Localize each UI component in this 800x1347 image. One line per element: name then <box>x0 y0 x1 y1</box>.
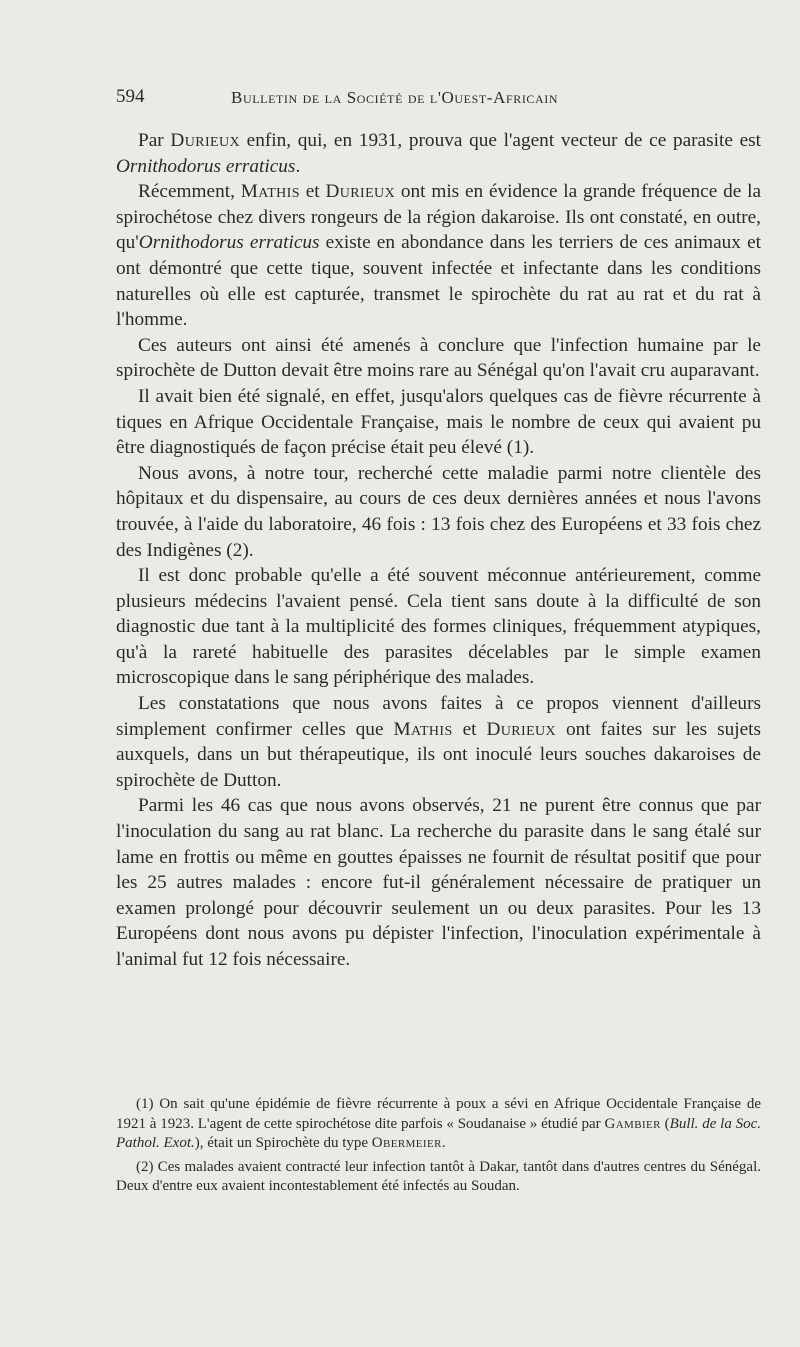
text-run: existe en abondance dans les terriers de ces animaux et ont démontré que cette tique, souvent infectée et infectante dans les conditions naturelles où elle est capturée, transmet le spirochète du rat au rat et du rat à l'homme. <box>116 232 762 331</box>
text-run: . <box>441 1135 446 1151</box>
author-name: Durieux <box>170 130 240 151</box>
text-run: ont faites sur les sujets auxquels, dans un but thérapeutique, ils ont inoculé leurs souches dakaroises de spirochète de Dutton. <box>116 718 761 791</box>
text-run: . <box>295 155 301 177</box>
paragraph-6: Il est donc probable qu'elle a été souvent méconnue antérieurement, comme plusieurs médecins l'avaient pensé. Cela tient sans doute à la difficulté de son diagnostic due tant à la multiplicité des formes cliniques, fréquemment atypiques, qu'à la rareté habituelle des parasites décelables par le simple examen microscopique dans le sang périphérique des malades. <box>116 565 761 689</box>
text-run: et <box>299 181 326 203</box>
footnote-2: (2) Ces malades avaient contracté leur infection tantôt à Dakar, tantôt dans d'autres centres du Sénégal. Deux d'entre eux avaient incontestablement été infectés au Soudan. <box>116 1158 761 1194</box>
author-name: Mathis <box>240 181 300 203</box>
paragraph-1 <box>116 128 761 179</box>
running-head <box>116 86 756 112</box>
author-name: Durieux <box>325 181 396 203</box>
paragraph-2 <box>116 179 761 333</box>
journal-title: Bulletin de la Société de l'Ouest-Africain <box>231 88 559 107</box>
author-name: Obermeier <box>371 1135 442 1151</box>
journal-citation: Bull. de la Soc. Pathol. Exot. <box>116 1115 762 1151</box>
species-name: Ornithodorus erraticus <box>138 232 320 254</box>
species-name: Ornithodorus erraticus <box>116 155 296 177</box>
text-run: (1) On sait qu'une épidémie de fièvre récurrente à poux a sévi en Afrique Occidentale Française de 1921 à 1923. L'agent de cette spirochétose dite parfois « Soudanaise » étudié par <box>116 1096 761 1132</box>
paragraph-5: Nous avons, à notre tour, recherché cette maladie parmi notre clientèle des hôpitaux et du dispensaire, au cours de ces deux dernières années et nous l'avons trouvée, à l'aide du laboratoire, 46 fois : 13 fois chez des Européens et 33 fois chez des Indigènes (2). <box>116 462 761 561</box>
author-name: Durieux <box>486 718 557 740</box>
paragraph-4: Il avait bien été signalé, en effet, jusqu'alors quelques cas de fièvre récurrente à tiques en Afrique Occidentale Française, mais le nombre de ceux qui avaient pu être diagnostiqués de façon précise était peu élevé (1). <box>116 385 761 459</box>
footnote-1 <box>116 1095 761 1154</box>
text-run: et <box>452 718 487 740</box>
main-text <box>116 128 761 973</box>
text-run: Par <box>138 130 171 151</box>
text-run: ont mis en évidence la grande fréquence de la spirochétose chez divers rongeurs de la région dakaroise. Ils ont constaté, en outre, qu' <box>116 181 761 254</box>
footnotes <box>116 1095 761 1197</box>
text-run: ( <box>660 1115 670 1132</box>
text-run: ), était un Spirochète du type <box>194 1135 372 1151</box>
paragraph-8: Parmi les 46 cas que nous avons observés, 21 ne purent être connus que par l'inoculation du sang au rat blanc. La recherche du parasite dans le sang étalé sur lame en frottis ou même en gouttes épaisses ne fournit de résultat positif que pour les 25 autres malades : encore fut-il généralement nécessaire de pratiquer un examen prolongé pour découvrir seulement un ou deux parasites. Pour les 13 Européens dont nous avons pu dépister l'infection, l'inoculation expérimentale à l'animal fut 12 fois nécessaire. <box>116 795 761 970</box>
page-number: 594 <box>116 86 145 107</box>
author-name: Mathis <box>393 718 453 740</box>
paragraph-3: Ces auteurs ont ainsi été amenés à conclure que l'infection humaine par le spirochète de Dutton devait être moins rare au Sénégal qu'on l'avait cru auparavant. <box>116 334 761 382</box>
text-run: enfin, qui, en 1931, prouva que l'agent vecteur de ce parasite est <box>240 130 761 151</box>
text-run: Récemment, <box>138 181 241 203</box>
text-run: Les constatations que nous avons faites à ce propos viennent d'ailleurs simplement confirmer celles que <box>116 693 761 740</box>
paragraph-7 <box>116 691 761 793</box>
author-name: Gambier <box>604 1115 661 1132</box>
